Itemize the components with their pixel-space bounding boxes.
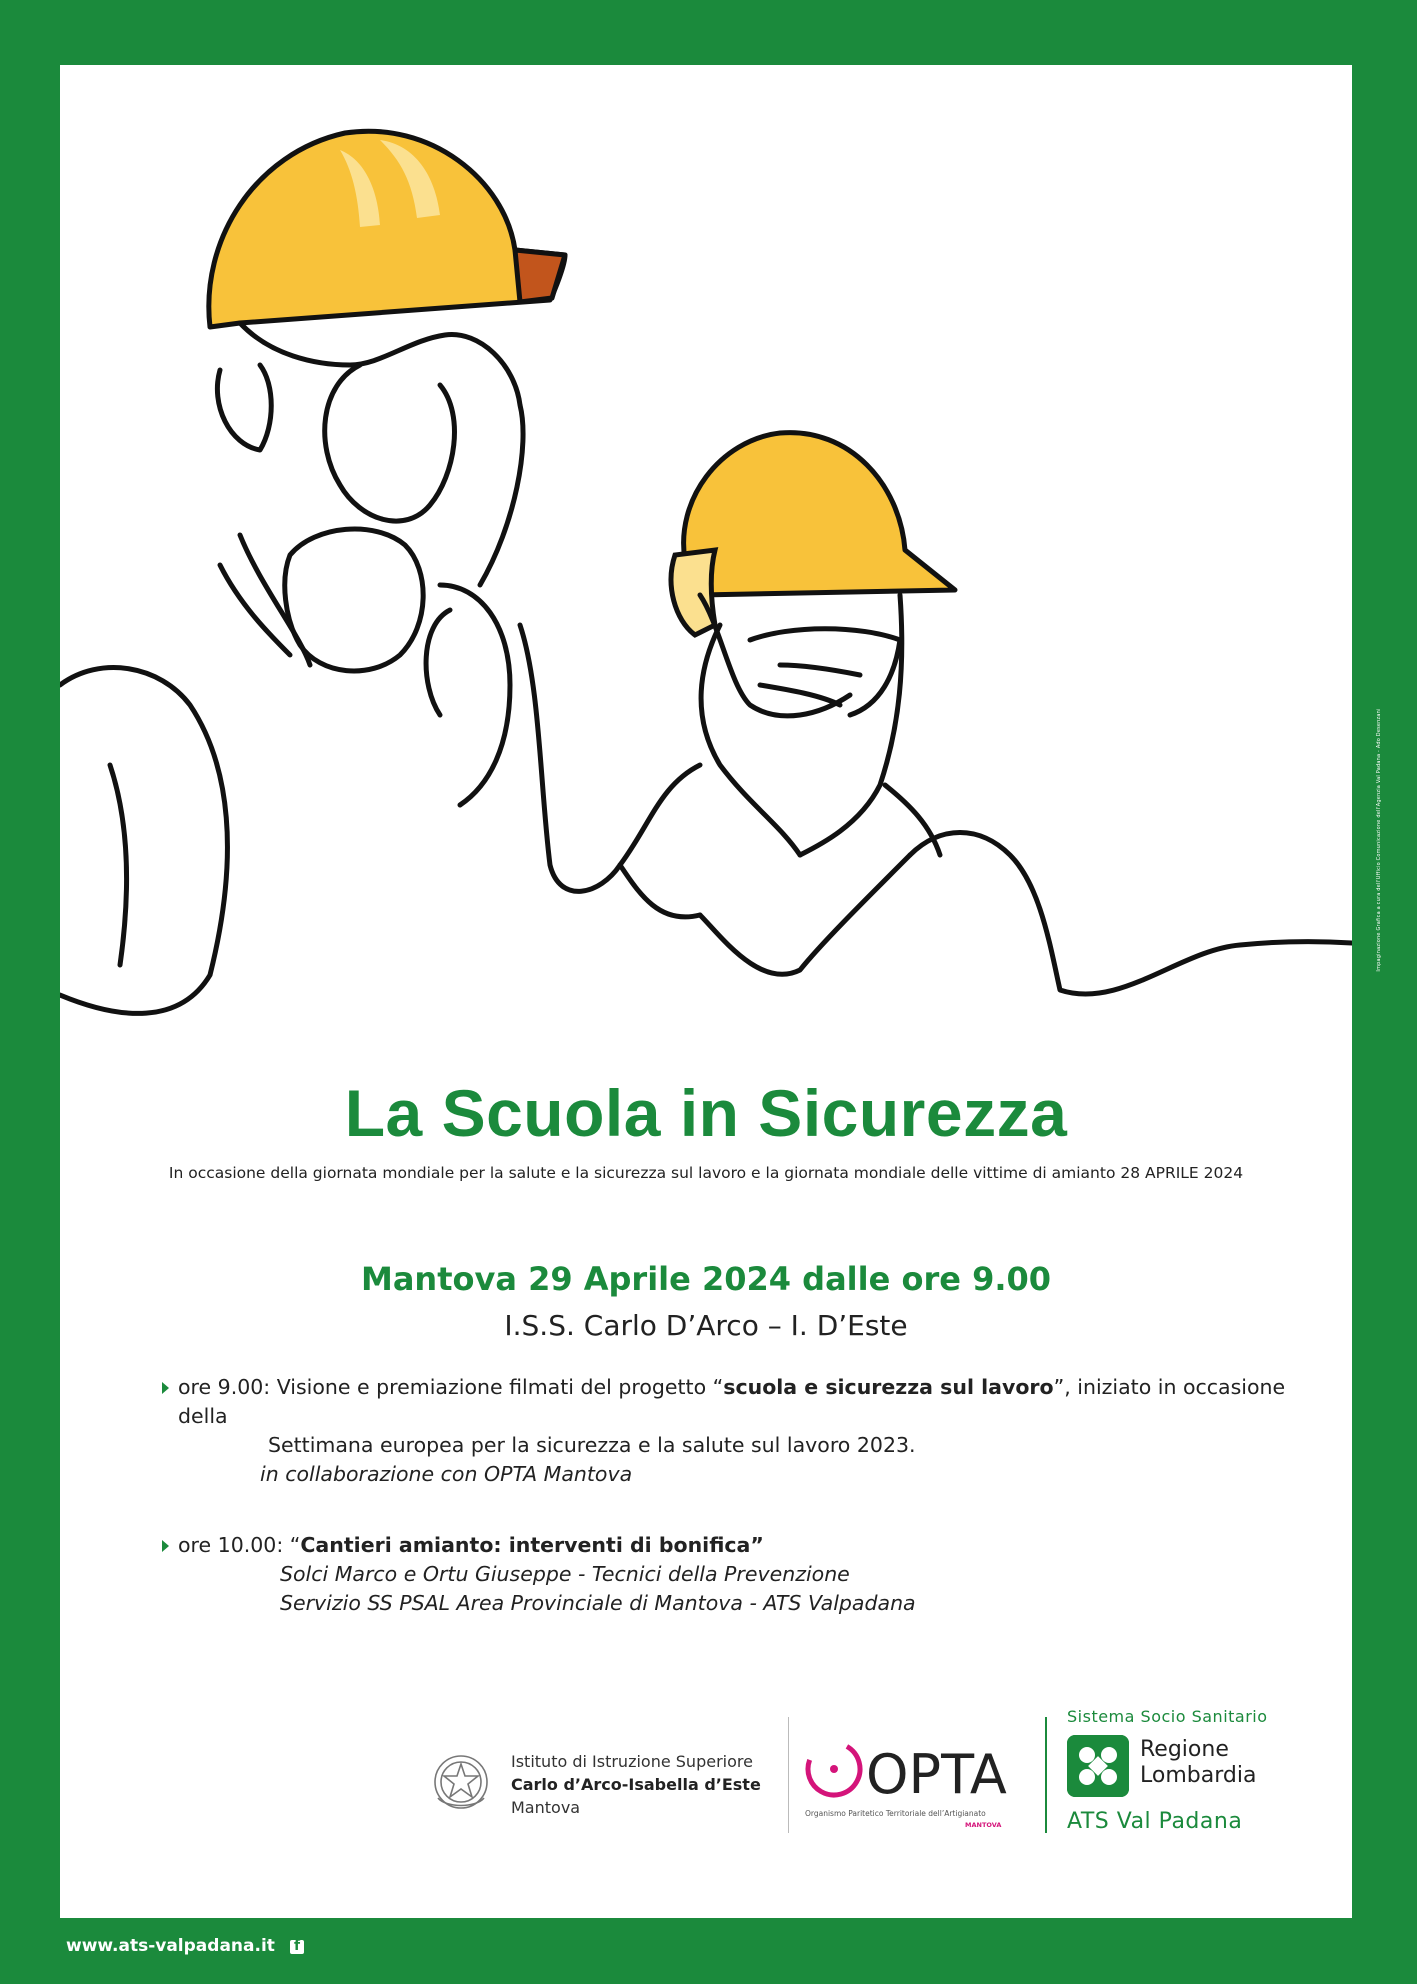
opta-tagline: Organismo Paritetico Territoriale dell’Artigianato: [805, 1809, 986, 1818]
ats-val-padana: ATS Val Padana: [1067, 1809, 1243, 1834]
program-list: [160, 1373, 1290, 1660]
regione-lombardia-mark-icon: [1067, 1735, 1129, 1797]
facebook-icon[interactable]: [290, 1940, 304, 1954]
opta-wordmark: OPTA: [866, 1743, 1007, 1806]
opta-city: MANTOVA: [965, 1821, 1002, 1829]
logo-divider: [1045, 1717, 1047, 1833]
partner-logos: [60, 1705, 1352, 1845]
regione-lombardia-text: Regione Lombardia: [1140, 1737, 1257, 1788]
sistema-socio-sanitario: Sistema Socio Sanitario: [1067, 1707, 1268, 1726]
helmet-small-icon: [684, 433, 955, 595]
program-item: ore 10.00: “Cantieri amianto: interventi di bonifica” Solci Marco e Ortu Giuseppe - Tecnici della Prevenzione Servizio SS PSAL Area Provinciale di Mantova - ATS Valpadana: [160, 1531, 1290, 1618]
program-time: ore 10.00:: [178, 1533, 284, 1557]
poster-title: La Scuola in Sicurezza: [344, 1076, 1068, 1150]
program-department: Servizio SS PSAL Area Provinciale di Mantova - ATS Valpadana: [280, 1591, 916, 1615]
program-note: in collaborazione con OPTA Mantova: [260, 1462, 633, 1486]
bullet-triangle-icon: [162, 1540, 169, 1552]
event-venue: I.S.S. Carlo D’Arco – I. D’Este: [504, 1309, 908, 1342]
footer-url[interactable]: www.ats-valpadana.it: [66, 1936, 275, 1956]
italian-republic-emblem-icon: [430, 1750, 492, 1816]
iis-logo-text: Istituto di Istruzione Superiore Carlo d’Arco-Isabella d’Este Mantova: [511, 1752, 761, 1817]
poster-sheet: [60, 65, 1352, 1918]
workers-line-illustration: [60, 65, 1352, 1045]
side-credit: Impaginazione Grafica a cura dell'Ufficio Comunicazione dell'Agenzia Val Padana - Ado Desenzani: [1376, 708, 1382, 972]
event-date: Mantova 29 Aprile 2024 dalle ore 9.00: [360, 1260, 1052, 1298]
program-speakers: Solci Marco e Ortu Giuseppe - Tecnici della Prevenzione: [280, 1562, 850, 1586]
program-highlight: scuola e sicurezza sul lavoro: [723, 1375, 1054, 1399]
program-highlight: Cantieri amianto: interventi di bonifica”: [300, 1533, 764, 1557]
helmet-large-icon: [209, 131, 565, 327]
poster-subtitle: In occasione della giornata mondiale per la salute e la sicurezza sul lavoro e la giornata mondiale delle vittime di amianto 28 APRILE 2024: [168, 1164, 1244, 1182]
logo-divider: [788, 1717, 789, 1833]
bullet-triangle-icon: [162, 1382, 169, 1394]
program-item: ore 9.00: Visione e premiazione filmati del progetto “scuola e sicurezza sul lavoro”, iniziato in occasione della Settimana europea per la sicurezza e la salute sul lavoro 2023. in collaborazione con OPTA Mantova: [160, 1373, 1290, 1489]
program-time: ore 9.00:: [178, 1375, 271, 1399]
opta-logo: [800, 1735, 1010, 1807]
program-line2: Settimana europea per la sicurezza e la salute sul lavoro 2023.: [268, 1433, 916, 1457]
